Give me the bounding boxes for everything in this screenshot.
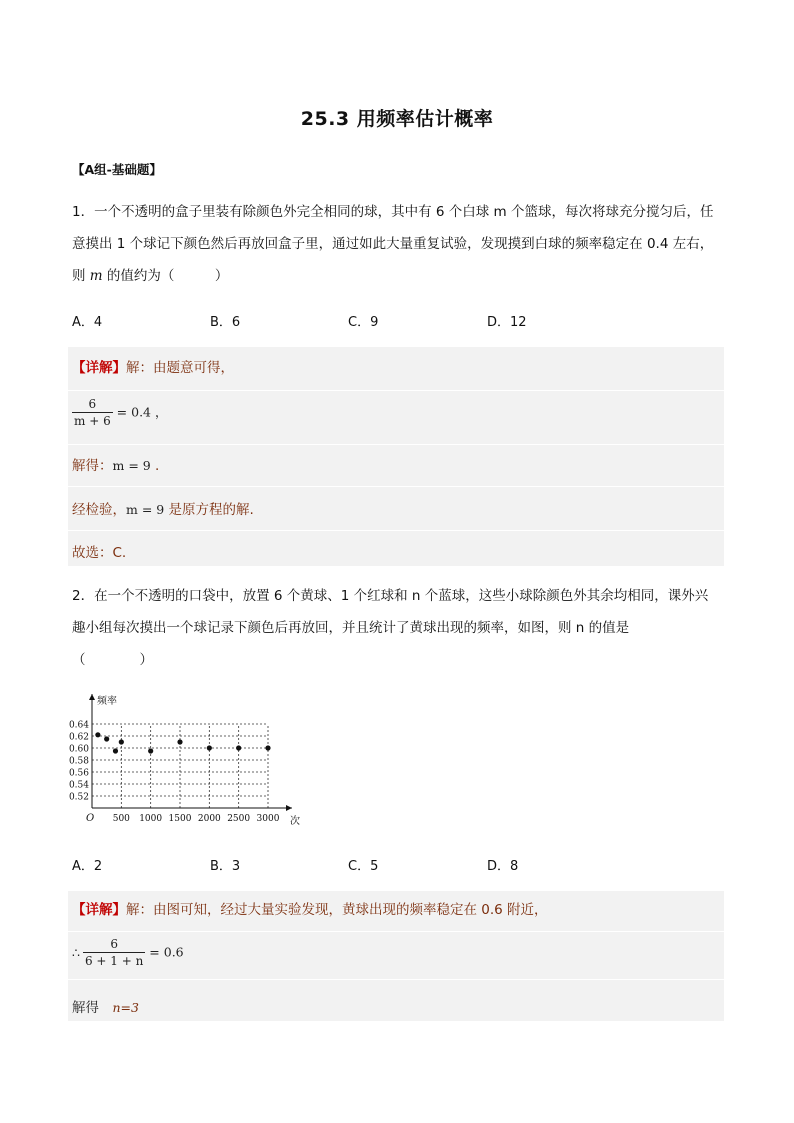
solution-1-equation (72, 397, 167, 428)
solution-1-line-4 (72, 498, 254, 518)
page-title: 25.3 用频率估计概率 (300, 108, 494, 130)
data-point (104, 736, 109, 741)
equation-rhs: = 0.4 ， (112, 404, 168, 420)
option-c[interactable]: C．9 (348, 315, 379, 330)
y-tick-label: 0.56 (68, 768, 89, 779)
question-1 (72, 196, 732, 292)
question-1-line-3-a: 则 (72, 268, 90, 284)
question-1-line-1: 1．一个不透明的盒子里装有除颜色外完全相同的球，其中有 6 个白球 m 个篮球，每次将球充分搅匀后，任 (72, 204, 714, 220)
y-tick-label: 0.58 (68, 756, 89, 767)
question-2 (72, 580, 732, 676)
data-point (148, 748, 153, 753)
question-1-line-3-b: 的值约为（ ） (102, 268, 229, 284)
fraction (83, 937, 145, 968)
solution-1-solve-eq: m = 9 (112, 458, 151, 473)
y-tick-label: 0.60 (68, 744, 89, 755)
origin-label: O (86, 813, 95, 824)
option-d[interactable]: D．12 (487, 315, 527, 330)
solution-1-check-end: 是原方程的解. (164, 502, 254, 518)
x-axis-arrow (286, 805, 292, 811)
solution-1-answer: 故选：C. (72, 545, 127, 561)
solution-1-line-3 (72, 454, 159, 474)
question-1-line-3 (72, 260, 732, 292)
solution-1-solve-label: 解得： (72, 458, 113, 474)
x-tick-label: 1500 (168, 814, 192, 824)
fraction-numerator: 6 (83, 937, 145, 953)
x-tick-label: 1000 (139, 814, 163, 824)
therefore-symbol: ∴ (72, 944, 80, 960)
x-tick-label: 2000 (197, 814, 221, 824)
option-a[interactable]: A．4 (72, 315, 103, 330)
solution-1-check-label: 经检验， (72, 502, 126, 518)
solution-2-line-3 (72, 996, 139, 1016)
solution-1-line-1 (72, 356, 234, 376)
data-point (265, 745, 270, 750)
frequency-chart (60, 686, 310, 830)
fraction (72, 397, 113, 428)
data-point (207, 745, 212, 750)
chart-grid (92, 724, 268, 808)
x-tick-label: 3000 (256, 814, 280, 824)
question-1-line-2: 意摸出 1 个球记下颜色然后再放回盒子里，通过如此大量重复试验，发现摸到白球的频率稳定在 0.4 左右， (72, 236, 714, 252)
solution-2-equation (72, 937, 184, 968)
option-d[interactable]: D．8 (487, 859, 519, 874)
solution-2-solve-label: 解得 (72, 1000, 113, 1016)
solution-2-text: 解：由图可知，经过大量实验发现，黄球出现的频率稳定在 0.6 附近， (126, 902, 548, 918)
x-axis-label: 次 (290, 816, 300, 827)
question-2-line-2: 趣小组每次摸出一个球记录下颜色后再放回，并且统计了黄球出现的频率，如图，则 n 的值是 (72, 620, 630, 636)
y-axis-arrow (89, 694, 95, 700)
data-point (95, 732, 100, 737)
solution-1-check-eq: m = 9 (126, 502, 165, 517)
solution-2-solve-eq: n=3 (112, 1000, 139, 1015)
solution-1-box (68, 347, 724, 566)
y-axis-label: 频率 (97, 696, 117, 707)
detail-tag: 【详解】 (72, 902, 126, 918)
y-tick-label: 0.64 (68, 720, 89, 731)
x-tick-label: 2500 (227, 814, 251, 824)
fraction-denominator: m + 6 (74, 414, 111, 428)
option-c[interactable]: C．5 (348, 859, 379, 874)
data-point (113, 748, 118, 753)
option-a[interactable]: A．2 (72, 859, 103, 874)
fraction-denominator: 6 + 1 + n (84, 954, 144, 968)
data-point (119, 739, 124, 744)
y-tick-label: 0.62 (68, 732, 89, 743)
solution-2-box (68, 891, 724, 1021)
chart-axes (89, 694, 292, 811)
fraction-numerator: 6 (72, 397, 113, 413)
x-tick-label: 500 (112, 814, 130, 824)
option-b[interactable]: B．6 (210, 315, 241, 330)
question-2-line-1: 2．在一个不透明的口袋中，放置 6 个黄球、1 个红球和 n 个蓝球，这些小球除颜色外其余均相同，课外兴 (72, 588, 709, 604)
detail-tag: 【详解】 (72, 360, 126, 376)
variable-m: m (89, 268, 103, 284)
solution-2-line-1 (72, 898, 548, 918)
equation-rhs: = 0.6 (145, 944, 184, 960)
data-point (177, 739, 182, 744)
solution-1-solve-end: . (150, 458, 160, 474)
group-label: 【A组-基础题】 (72, 162, 162, 177)
y-tick-label: 0.54 (68, 780, 89, 791)
question-2-line-3: （ ） (72, 652, 153, 668)
solution-1-text: 解：由题意可得， (126, 360, 234, 376)
option-b[interactable]: B．3 (210, 859, 241, 874)
y-tick-label: 0.52 (68, 792, 89, 803)
data-point (236, 745, 241, 750)
